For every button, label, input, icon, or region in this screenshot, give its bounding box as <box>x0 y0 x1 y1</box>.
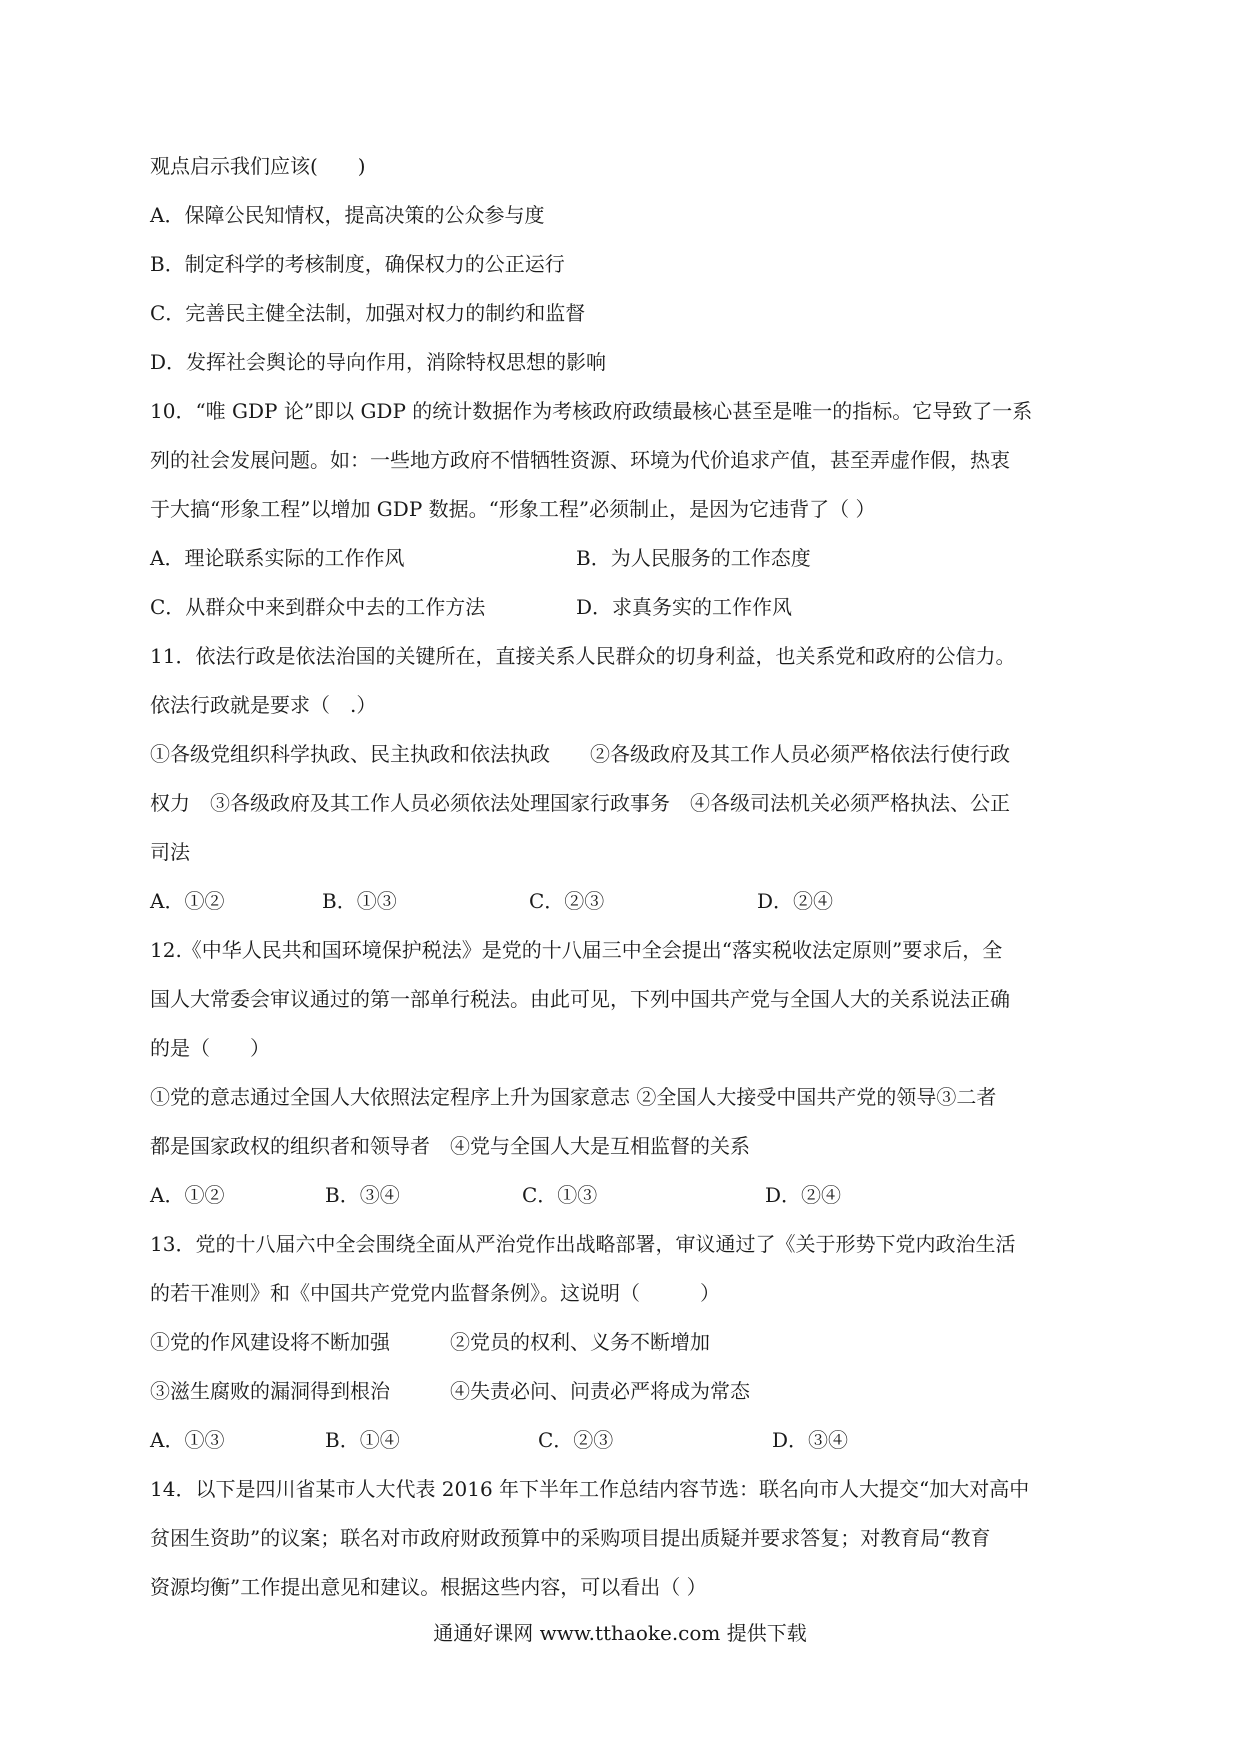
option-a: A．①② <box>150 889 225 913</box>
question-stem-line: 资源均衡”工作提出意见和建议。根据这些内容，可以看出（ ） <box>150 1575 707 1599</box>
question-14 <box>150 1465 1100 1612</box>
option-b: B．①③ <box>322 889 397 913</box>
question-stem-line: 列的社会发展问题。如：一些地方政府不惜牺牲资源、环境为代价追求产值，甚至弄虚作假，热衷 <box>150 448 1010 472</box>
question-stem-line: 12.《中华人民共和国环境保护税法》是党的十八届三中全会提出“落实税收法定原则”要求后，全 <box>150 938 1003 962</box>
question-13 <box>150 1220 1100 1465</box>
question-9-tail <box>150 142 1100 387</box>
question-stem-line: 国人大常委会审议通过的第一部单行税法。由此可见，下列中国共产党与全国人大的关系说法正确 <box>150 987 1010 1011</box>
options-row <box>150 1171 1100 1220</box>
options-row <box>150 583 1100 632</box>
option-b: B．①④ <box>325 1428 400 1452</box>
option-a: A．保障公民知情权，提高决策的公众参与度 <box>150 203 545 227</box>
question-10 <box>150 387 1100 632</box>
question-stem-line: 的是（ ） <box>150 1036 270 1060</box>
question-content <box>150 142 1100 1612</box>
option-c: C．完善民主健全法制，加强对权力的制约和监督 <box>150 301 586 325</box>
question-11 <box>150 632 1100 926</box>
statement-line: ①各级党组织科学执政、民主执政和依法执政 ②各级政府及其工作人员必须严格依法行使行政 <box>150 742 1010 766</box>
option-b: B．制定科学的考核制度，确保权力的公正运行 <box>150 252 565 276</box>
question-stem-line: 贫困生资助”的议案；联名对市政府财政预算中的采购项目提出质疑并要求答复；对教育局“教育 <box>150 1526 991 1550</box>
option-c: C．②③ <box>538 1428 614 1452</box>
option-d: D．求真务实的工作作风 <box>576 595 793 619</box>
option-c: C．从群众中来到群众中去的工作方法 <box>150 595 486 619</box>
question-stem: 观点启示我们应该( ) <box>150 154 366 178</box>
option-a: A．理论联系实际的工作作风 <box>150 546 405 570</box>
question-stem-line: 11．依法行政是依法治国的关键所在，直接关系人民群众的切身利益，也关系党和政府的公信力。 <box>150 644 1016 668</box>
option-d: D．③④ <box>772 1428 849 1452</box>
question-stem-line: 13．党的十八届六中全会围绕全面从严治党作出战略部署，审议通过了《关于形势下党内政治生活 <box>150 1232 1016 1256</box>
question-stem-line: 10．“唯 GDP 论”即以 GDP 的统计数据作为考核政府政绩最核心甚至是唯一的指标。它导致了一系 <box>150 399 1033 423</box>
options-row <box>150 877 1100 926</box>
option-a: A．①③ <box>150 1428 225 1452</box>
option-c: C．①③ <box>522 1183 598 1207</box>
option-b: B．为人民服务的工作态度 <box>576 546 811 570</box>
question-stem-line: 依法行政就是要求（ .） <box>150 693 377 717</box>
options-row <box>150 1416 1100 1465</box>
option-d: D．②④ <box>765 1183 842 1207</box>
statement-line: ①党的作风建设将不断加强 ②党员的权利、义务不断增加 <box>150 1330 710 1354</box>
question-stem-line: 14．以下是四川省某市人大代表 2016 年下半年工作总结内容节选：联名向市人大提交“加大对高中 <box>150 1477 1030 1501</box>
option-c: C．②③ <box>529 889 605 913</box>
question-stem-line: 的若干准则》和《中国共产党党内监督条例》。这说明（ ） <box>150 1281 720 1305</box>
options-row <box>150 534 1100 583</box>
option-d: D．②④ <box>757 889 834 913</box>
statement-line: ③滋生腐败的漏洞得到根治 ④失责必问、问责必严将成为常态 <box>150 1379 750 1403</box>
option-a: A．①② <box>150 1183 225 1207</box>
statement-line: 权力 ③各级政府及其工作人员必须依法处理国家行政事务 ④各级司法机关必须严格执法、公正 <box>150 791 1010 815</box>
statement-line: ①党的意志通过全国人大依照法定程序上升为国家意志 ②全国人大接受中国共产党的领导③二者 <box>150 1085 997 1109</box>
statement-line: 都是国家政权的组织者和领导者 ④党与全国人大是互相监督的关系 <box>150 1134 750 1158</box>
statement-line: 司法 <box>150 840 190 864</box>
page-footer: 通通好课网 www.tthaoke.com 提供下载 <box>433 1621 807 1645</box>
question-stem-line: 于大搞“形象工程”以增加 GDP 数据。“形象工程”必须制止，是因为它违背了（ ） <box>150 497 876 521</box>
question-12 <box>150 926 1100 1220</box>
option-b: B．③④ <box>325 1183 400 1207</box>
option-d: D．发挥社会舆论的导向作用，消除特权思想的影响 <box>150 350 607 374</box>
